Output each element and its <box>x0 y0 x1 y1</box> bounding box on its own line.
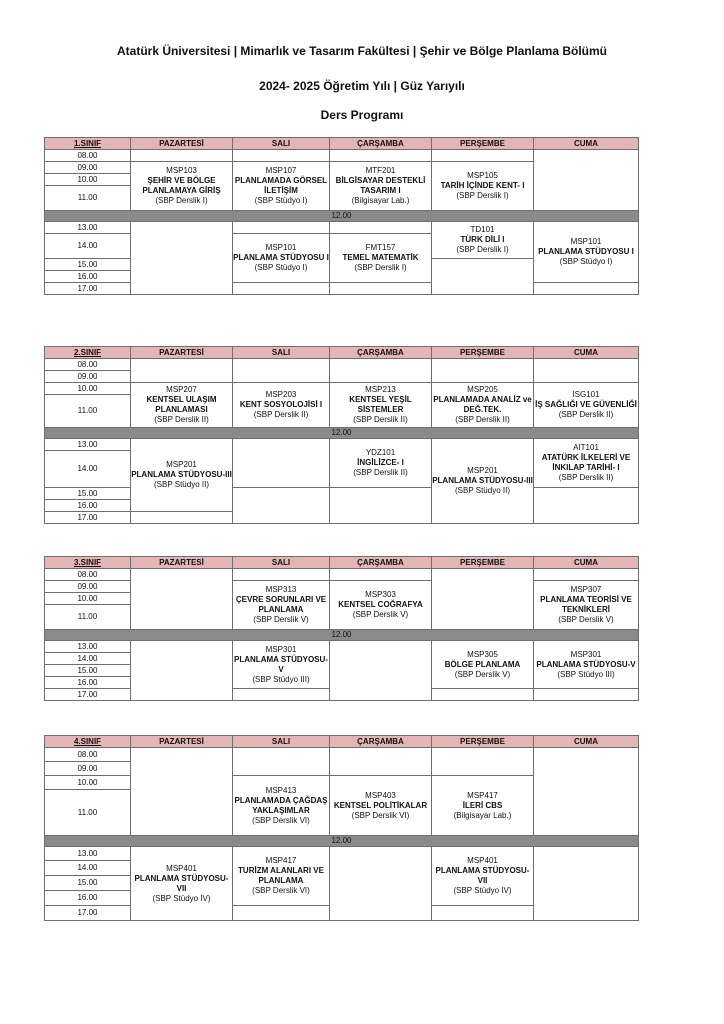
course-room: (SBP Stüdyo I) <box>559 257 613 266</box>
day-header-thursday: PERŞEMBE <box>432 138 534 150</box>
day-header-tuesday: SALI <box>233 736 330 748</box>
time-cell: 10.00 <box>45 593 131 605</box>
course-code: MSP305 <box>467 649 498 659</box>
day-header-wednesday: ÇARŞAMBA <box>330 138 432 150</box>
day-header-friday: CUMA <box>534 347 639 359</box>
empty-slot <box>233 150 330 162</box>
faculty-title: Atatürk Üniversitesi | Mimarlık ve Tasarım Fakültesi | Şehir ve Bölge Planlama Bölümü <box>117 44 607 58</box>
course-cell <box>432 222 534 259</box>
empty-slot <box>330 222 432 234</box>
course-code: MSP403 <box>365 790 396 800</box>
course-code: MSP213 <box>365 385 396 394</box>
empty-slot <box>233 222 330 234</box>
course-code: MSP201 <box>166 460 197 469</box>
time-cell: 09.00 <box>45 162 131 174</box>
time-cell: 11.00 <box>45 790 131 836</box>
course-cell <box>534 439 639 488</box>
time-cell: 13.00 <box>45 222 131 234</box>
empty-slot <box>330 488 432 524</box>
course-room: (Bilgisayar Lab.) <box>453 810 512 820</box>
course-room: (SBP Derslik II) <box>253 410 309 419</box>
lunch-break-row: 12.00 <box>45 211 639 222</box>
time-cell: 08.00 <box>45 359 131 371</box>
course-room: (SBP Derslik II) <box>455 415 510 424</box>
header-row <box>45 557 639 569</box>
time-cell: 13.00 <box>45 641 131 653</box>
empty-slot <box>330 283 432 295</box>
course-cell <box>131 162 233 211</box>
course-name: PLANLAMA STÜDYOSU I <box>233 253 329 262</box>
time-cell: 08.00 <box>45 150 131 162</box>
day-header-thursday: PERŞEMBE <box>432 736 534 748</box>
course-name: ATATÜRK İLKELERİ VE İNKILAP TARİHİ- I <box>541 453 631 472</box>
time-cell: 15.00 <box>45 876 131 891</box>
day-header-friday: CUMA <box>534 557 639 569</box>
empty-slot <box>534 748 639 836</box>
course-name: İNGİLİZCE- I <box>357 458 404 467</box>
course-room: (SBP Derslik I) <box>155 196 208 205</box>
time-cell: 13.00 <box>45 439 131 451</box>
course-room: (SBP Stüdyo II) <box>154 480 209 489</box>
course-room: (SBP Derslik I) <box>354 263 407 272</box>
course-room: (SBP Derslik V) <box>558 615 614 624</box>
course-name: KENT SOSYOLOJİSİ I <box>239 400 323 409</box>
empty-slot <box>432 150 534 162</box>
day-header-tuesday: SALI <box>233 138 330 150</box>
day-header-monday: PAZARTESİ <box>131 557 233 569</box>
empty-slot <box>432 906 534 921</box>
course-name: KENTSEL YEŞİL SİSTEMLER <box>349 395 412 414</box>
course-code: MSP401 <box>166 863 197 873</box>
course-cell <box>233 162 330 211</box>
course-cell <box>330 776 432 836</box>
time-cell: 16.00 <box>45 500 131 512</box>
course-code: MSP301 <box>265 644 297 654</box>
empty-slot <box>330 847 432 921</box>
empty-slot <box>131 150 233 162</box>
empty-slot <box>131 748 233 836</box>
course-room: (SBP Derslik II) <box>558 410 614 419</box>
course-cell <box>131 439 233 512</box>
course-code: MSP101 <box>265 243 297 252</box>
time-cell: 17.00 <box>45 689 131 701</box>
empty-slot <box>534 488 639 524</box>
empty-slot <box>131 359 233 383</box>
course-code: TD101 <box>470 225 495 234</box>
program-title: Ders Programı <box>320 108 404 122</box>
empty-slot <box>131 222 233 295</box>
time-cell: 14.00 <box>45 234 131 259</box>
empty-slot <box>233 748 330 776</box>
empty-slot <box>233 488 330 524</box>
course-code: MSP105 <box>467 171 498 180</box>
course-room: (SBP Stüdyo III) <box>557 669 615 679</box>
course-name: PLANLAMA TEORİSİ VE TEKNİKLERİ <box>540 595 632 614</box>
empty-slot <box>534 847 639 921</box>
time-cell: 17.00 <box>45 283 131 295</box>
course-cell <box>432 641 534 689</box>
schedule-table-class-3 <box>44 556 639 701</box>
time-cell: 14.00 <box>45 861 131 876</box>
course-cell <box>233 641 330 689</box>
course-cell <box>233 234 330 283</box>
empty-slot <box>131 569 233 630</box>
day-header-wednesday: ÇARŞAMBA <box>330 557 432 569</box>
course-code: YDZ101 <box>365 448 396 457</box>
course-cell <box>534 383 639 428</box>
time-cell: 08.00 <box>45 748 131 762</box>
course-code: FMT157 <box>365 243 396 252</box>
course-room: (SBP Derslik II) <box>353 468 408 477</box>
empty-slot <box>233 689 330 701</box>
time-cell: 13.00 <box>45 847 131 861</box>
course-code: MSP417 <box>467 790 498 800</box>
course-room: (SBP Derslik VI) <box>351 810 410 820</box>
schedule-table-class-4 <box>44 735 639 921</box>
course-room: (SBP Derslik V) <box>253 615 309 624</box>
course-room: (SBP Stüdyo I) <box>254 263 308 272</box>
time-cell: 10.00 <box>45 174 131 186</box>
course-cell <box>233 776 330 836</box>
empty-slot <box>432 569 534 630</box>
day-header-friday: CUMA <box>534 736 639 748</box>
header-row <box>45 347 639 359</box>
course-name: KENTSEL POLİTİKALAR <box>333 800 428 810</box>
course-cell <box>432 162 534 211</box>
empty-slot <box>233 359 330 383</box>
course-room: (SBP Stüdyo II) <box>455 486 510 495</box>
course-cell <box>330 234 432 283</box>
time-cell: 16.00 <box>45 677 131 689</box>
time-cell: 10.00 <box>45 383 131 395</box>
time-cell: 17.00 <box>45 512 131 524</box>
course-name: BÖLGE PLANLAMA <box>444 659 521 669</box>
course-cell <box>534 222 639 283</box>
day-header-monday: PAZARTESİ <box>131 736 233 748</box>
empty-slot <box>534 689 639 701</box>
class-label: 1.SINIF <box>45 138 131 150</box>
course-code: MSP413 <box>265 785 297 795</box>
course-name: PLANLAMA STÜDYOSU-III <box>432 476 533 485</box>
course-room: (SBP Stüdyo III) <box>252 674 310 684</box>
course-code: ISG101 <box>572 390 600 399</box>
course-cell <box>330 439 432 488</box>
header-row <box>45 138 639 150</box>
course-room: (SBP Stüdyo IV) <box>453 886 512 895</box>
course-name: TÜRK DİLİ I <box>460 235 505 244</box>
course-cell <box>233 383 330 428</box>
course-name: PLANLAMADA GÖRSEL İLETİŞİM <box>234 176 328 195</box>
course-cell <box>330 162 432 211</box>
course-code: MSP201 <box>467 466 498 475</box>
course-room: (SBP Derslik VI) <box>252 815 310 825</box>
course-cell <box>330 383 432 428</box>
empty-slot <box>432 748 534 776</box>
time-cell: 15.00 <box>45 665 131 677</box>
course-code: MSP303 <box>365 590 396 599</box>
lunch-break-row: 12.00 <box>45 630 639 641</box>
time-cell: 09.00 <box>45 371 131 383</box>
time-cell: 14.00 <box>45 451 131 488</box>
course-code: MSP313 <box>265 585 297 594</box>
course-cell <box>432 776 534 836</box>
course-cell <box>432 847 534 906</box>
course-cell <box>534 641 639 689</box>
course-name: İLERİ CBS <box>462 800 503 810</box>
course-code: MSP107 <box>265 166 297 175</box>
empty-slot <box>534 569 639 581</box>
day-header-thursday: PERŞEMBE <box>432 557 534 569</box>
course-room: (SBP Derslik V) <box>454 669 511 679</box>
empty-slot <box>330 569 432 581</box>
time-cell: 10.00 <box>45 776 131 790</box>
empty-slot <box>534 150 639 211</box>
empty-slot <box>330 641 432 701</box>
time-cell: 11.00 <box>45 395 131 428</box>
day-header-tuesday: SALI <box>233 347 330 359</box>
course-name: PLANLAMADA ÇAĞDAŞ YAKLAŞIMLAR <box>234 795 328 815</box>
course-cell <box>432 439 534 524</box>
day-header-monday: PAZARTESİ <box>131 138 233 150</box>
course-room: (SBP Derslik I) <box>456 245 509 254</box>
class-label: 2.SINIF <box>45 347 131 359</box>
course-room: (SBP Stüdyo I) <box>254 196 308 205</box>
course-name: PLANLAMA STÜDYOSU-VII <box>435 866 530 885</box>
course-name: PLANLAMA STÜDYOSU-VII <box>134 873 229 893</box>
time-cell: 08.00 <box>45 569 131 581</box>
time-cell: 14.00 <box>45 653 131 665</box>
class-label: 3.SINIF <box>45 557 131 569</box>
empty-slot <box>330 748 432 776</box>
lunch-break-row: 12.00 <box>45 836 639 847</box>
time-cell: 09.00 <box>45 762 131 776</box>
empty-slot <box>131 641 233 701</box>
course-cell <box>233 847 330 906</box>
course-cell <box>131 847 233 921</box>
time-cell: 16.00 <box>45 891 131 906</box>
course-room: (SBP Derslik II) <box>154 415 209 424</box>
course-room: (Bilgisayar Lab.) <box>351 196 410 205</box>
time-cell: 16.00 <box>45 271 131 283</box>
schedule-table-class-2 <box>44 346 639 524</box>
day-header-monday: PAZARTESİ <box>131 347 233 359</box>
course-cell <box>432 383 534 428</box>
course-name: TEMEL MATEMATİK <box>342 253 419 262</box>
day-header-tuesday: SALI <box>233 557 330 569</box>
empty-slot <box>330 359 432 383</box>
time-cell: 15.00 <box>45 488 131 500</box>
day-header-wednesday: ÇARŞAMBA <box>330 347 432 359</box>
header-row <box>45 736 639 748</box>
empty-slot <box>330 150 432 162</box>
course-name: PLANLAMADA ANALİZ ve DEĞ.TEK. <box>433 395 532 414</box>
course-code: AIT101 <box>573 443 599 452</box>
course-cell <box>534 581 639 630</box>
course-cell <box>131 383 233 428</box>
course-room: (SBP Derslik VI) <box>252 886 310 895</box>
course-code: MSP301 <box>570 649 602 659</box>
empty-slot <box>131 512 233 524</box>
empty-slot <box>432 259 534 295</box>
course-name: TURİZM ALANLARI VE PLANLAMA <box>238 866 324 885</box>
course-name: PLANLAMA STÜDYOSU-III <box>131 470 232 479</box>
schedule-table-class-1 <box>44 137 639 295</box>
course-name: ŞEHİR VE BÖLGE PLANLAMAYA GİRİŞ <box>142 176 221 195</box>
course-code: MSP207 <box>166 385 197 394</box>
course-name: ÇEVRE SORUNLARI VE PLANLAMA <box>235 595 327 614</box>
empty-slot <box>432 689 534 701</box>
course-name: BİLGİSAYAR DESTEKLİ TASARIM I <box>335 176 426 195</box>
course-room: (SBP Derslik II) <box>558 473 614 482</box>
empty-slot <box>233 569 330 581</box>
empty-slot <box>233 283 330 295</box>
course-name: PLANLAMA STÜDYOSU I <box>538 247 634 256</box>
term-title: 2024- 2025 Öğretim Yılı | Güz Yarıyılı <box>259 79 465 93</box>
course-room: (SBP Derslik II) <box>353 415 408 424</box>
day-header-friday: CUMA <box>534 138 639 150</box>
course-code: MSP103 <box>166 166 197 175</box>
course-code: MSP101 <box>570 237 602 246</box>
time-cell: 11.00 <box>45 186 131 211</box>
course-code: MSP401 <box>467 856 498 865</box>
time-cell: 17.00 <box>45 906 131 921</box>
lunch-break-row: 12.00 <box>45 428 639 439</box>
empty-slot <box>534 359 639 383</box>
empty-slot <box>233 439 330 488</box>
course-code: MTF201 <box>365 166 396 175</box>
course-name: TARİH İÇİNDE KENT- I <box>440 181 525 190</box>
course-room: (SBP Derslik V) <box>352 610 409 619</box>
time-cell: 11.00 <box>45 605 131 630</box>
empty-slot <box>534 283 639 295</box>
empty-slot <box>233 906 330 921</box>
course-cell <box>330 581 432 630</box>
time-cell: 09.00 <box>45 581 131 593</box>
course-name: PLANLAMA STÜDYOSU-V <box>234 654 328 674</box>
empty-slot <box>432 359 534 383</box>
course-cell <box>233 581 330 630</box>
course-room: (SBP Derslik I) <box>456 191 509 200</box>
course-name: KENTSEL COĞRAFYA <box>338 600 423 609</box>
course-room: (SBP Stüdyo IV) <box>152 893 211 903</box>
course-code: MSP205 <box>467 385 498 394</box>
course-code: MSP307 <box>570 585 602 594</box>
day-header-thursday: PERŞEMBE <box>432 347 534 359</box>
time-cell: 15.00 <box>45 259 131 271</box>
course-name: PLANLAMA STÜDYOSU-V <box>536 659 636 669</box>
course-code: MSP203 <box>265 390 297 399</box>
class-label: 4.SINIF <box>45 736 131 748</box>
course-name: İŞ SAĞLIĞI VE GÜVENLİĞİ <box>535 400 637 409</box>
course-name: KENTSEL ULAŞIM PLANLAMASI <box>146 395 217 414</box>
course-code: MSP417 <box>265 856 297 865</box>
day-header-wednesday: ÇARŞAMBA <box>330 736 432 748</box>
